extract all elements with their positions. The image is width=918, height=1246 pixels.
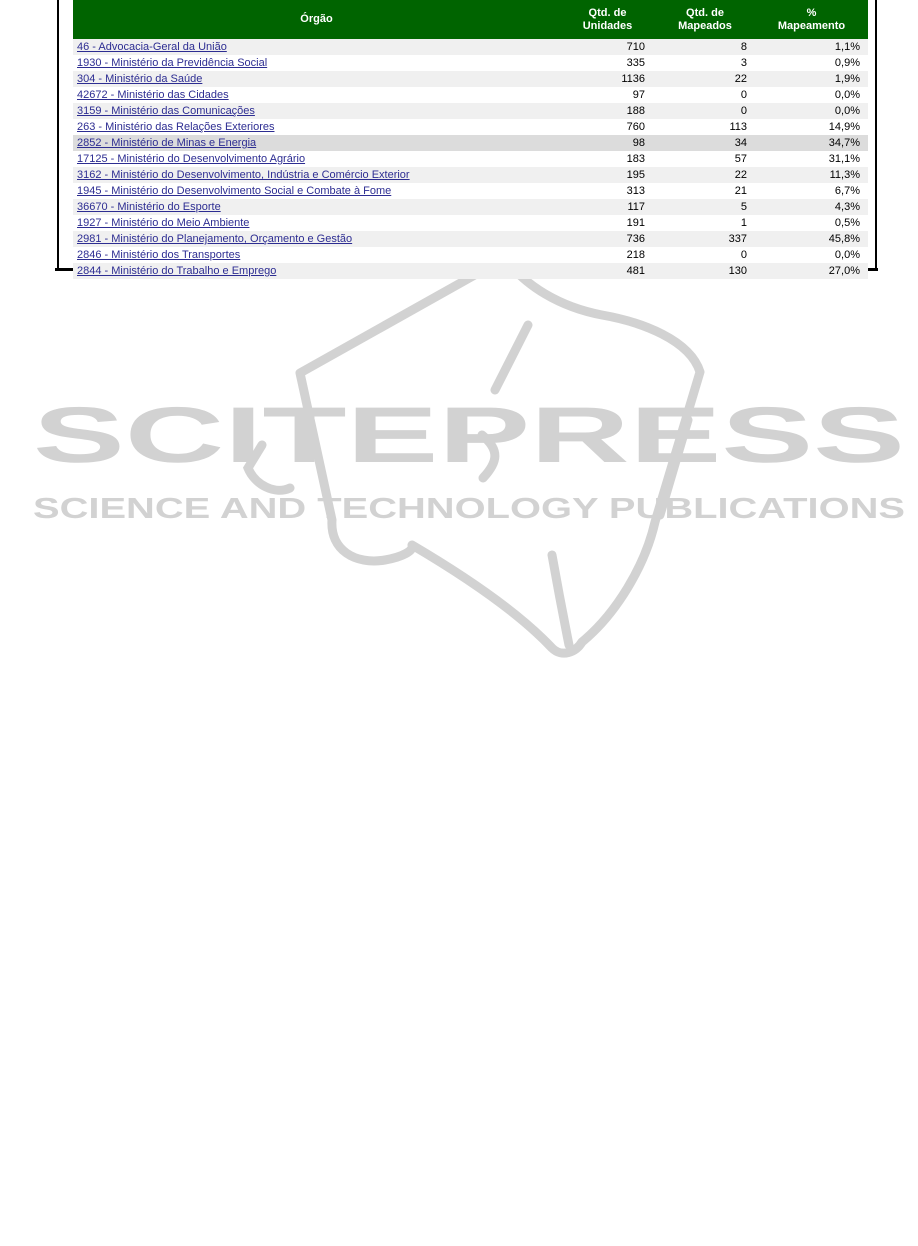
orgao-link[interactable]: 263 - Ministério das Relações Exteriores <box>77 121 275 133</box>
mapeados-cell: 0 <box>740 249 747 261</box>
table-row <box>73 151 868 167</box>
unidades-cell: 97 <box>632 89 645 101</box>
mapeados-cell: 21 <box>734 185 747 197</box>
table-row <box>73 263 868 279</box>
orgao-link[interactable]: 3162 - Ministério do Desenvolvimento, Indústria e Comércio Exterior <box>77 169 410 181</box>
scitepress-wordmark: SCITEPRESS <box>33 390 905 479</box>
unidades-cell: 188 <box>626 105 645 117</box>
orgao-link[interactable]: 2852 - Ministério de Minas e Energia <box>77 137 257 149</box>
pct-cell: 45,8% <box>828 233 860 245</box>
orgao-cell <box>73 135 560 151</box>
unidades-cell: 195 <box>626 169 645 181</box>
column-header-orgao: Órgão <box>73 0 560 39</box>
pct-cell: 4,3% <box>834 201 860 213</box>
mapeados-cell: 5 <box>740 201 747 213</box>
pct-cell: 34,7% <box>828 137 860 149</box>
table-row <box>73 183 868 199</box>
table-row <box>73 135 868 151</box>
mapeados-cell: 57 <box>734 153 747 165</box>
mapeados-cell: 130 <box>728 265 747 277</box>
unidades-cell: 760 <box>626 121 645 133</box>
unidades-cell: 98 <box>632 137 645 149</box>
orgao-cell <box>73 215 560 231</box>
table-row <box>73 199 868 215</box>
unidades-cell: 710 <box>626 41 645 53</box>
orgao-cell <box>73 103 560 119</box>
table-row <box>73 119 868 135</box>
table-row <box>73 167 868 183</box>
unidades-cell: 335 <box>626 57 645 69</box>
orgao-link[interactable]: 1930 - Ministério da Previdência Social <box>77 57 268 69</box>
mapeados-cell: 22 <box>734 169 747 181</box>
pct-cell: 0,0% <box>834 105 860 117</box>
table-header <box>73 0 868 39</box>
pct-cell: 0,0% <box>834 249 860 261</box>
mapeados-cell: 3 <box>740 57 747 69</box>
pct-cell: 27,0% <box>828 265 860 277</box>
orgao-cell <box>73 231 560 247</box>
pct-cell: 1,1% <box>834 41 860 53</box>
mapeados-cell: 0 <box>740 89 747 101</box>
orgao-cell <box>73 183 560 199</box>
orgao-link[interactable]: 1927 - Ministério do Meio Ambiente <box>77 217 250 229</box>
orgao-cell <box>73 151 560 167</box>
table-row <box>73 231 868 247</box>
unidades-cell: 218 <box>626 249 645 261</box>
pct-cell: 31,1% <box>828 153 860 165</box>
mapeados-cell: 0 <box>740 105 747 117</box>
orgao-cell <box>73 199 560 215</box>
table-row <box>73 87 868 103</box>
orgao-cell <box>73 263 560 279</box>
orgao-cell <box>73 87 560 103</box>
orgao-link[interactable]: 2844 - Ministério do Trabalho e Emprego <box>77 265 277 277</box>
unidades-cell: 1136 <box>621 73 645 85</box>
orgao-link[interactable]: 2846 - Ministério dos Transportes <box>77 249 241 261</box>
mapeados-cell: 34 <box>734 137 747 149</box>
pct-cell: 0,0% <box>834 89 860 101</box>
column-header-pct: % Mapeamento <box>755 0 868 39</box>
orgao-link[interactable]: 46 - Advocacia-Geral da União <box>77 41 227 53</box>
pct-cell: 6,7% <box>834 185 860 197</box>
column-header-unidades: Qtd. de Unidades <box>560 0 655 39</box>
pct-cell: 14,9% <box>828 121 860 133</box>
orgaos-table-figure <box>73 0 868 277</box>
orgao-cell <box>73 55 560 71</box>
table-row <box>73 103 868 119</box>
unidades-cell: 481 <box>626 265 645 277</box>
orgao-cell <box>73 39 560 55</box>
table-row <box>73 55 868 71</box>
orgao-cell <box>73 247 560 263</box>
unidades-cell: 183 <box>626 153 645 165</box>
pct-cell: 1,9% <box>834 73 860 85</box>
mapeados-cell: 113 <box>729 121 747 133</box>
pct-cell: 0,5% <box>834 217 860 229</box>
orgao-cell <box>73 71 560 87</box>
table-row <box>73 247 868 263</box>
pct-cell: 11,3% <box>829 169 860 181</box>
orgao-link[interactable]: 2981 - Ministério do Planejamento, Orçamento e Gestão <box>77 233 353 245</box>
unidades-cell: 191 <box>626 217 645 229</box>
orgao-link[interactable]: 304 - Ministério da Saúde <box>77 73 203 85</box>
orgao-link[interactable]: 3159 - Ministério das Comunicações <box>77 105 255 117</box>
mapeados-cell: 8 <box>740 41 747 53</box>
table-row <box>73 71 868 87</box>
unidades-cell: 313 <box>626 185 645 197</box>
column-header-mapeados: Qtd. de Mapeados <box>655 0 755 39</box>
table-body <box>73 39 868 279</box>
scitepress-subtitle: SCIENCE AND TECHNOLOGY PUBLICATIONS <box>33 493 905 525</box>
mapeados-cell: 1 <box>740 217 747 229</box>
mapeados-cell: 22 <box>734 73 747 85</box>
orgao-link[interactable]: 17125 - Ministério do Desenvolvimento Agrário <box>77 153 306 165</box>
orgaos-table <box>73 0 868 279</box>
table-row <box>73 215 868 231</box>
orgao-cell <box>73 167 560 183</box>
pct-cell: 0,9% <box>834 57 860 69</box>
table-row <box>73 39 868 55</box>
orgao-link[interactable]: 42672 - Ministério das Cidades <box>77 89 229 101</box>
orgao-link[interactable]: 36670 - Ministério do Esporte <box>77 201 221 213</box>
unidades-cell: 736 <box>626 233 645 245</box>
orgao-link[interactable]: 1945 - Ministério do Desenvolvimento Social e Combate à Fome <box>77 185 392 197</box>
unidades-cell: 117 <box>627 201 645 213</box>
orgao-cell <box>73 119 560 135</box>
mapeados-cell: 337 <box>728 233 747 245</box>
